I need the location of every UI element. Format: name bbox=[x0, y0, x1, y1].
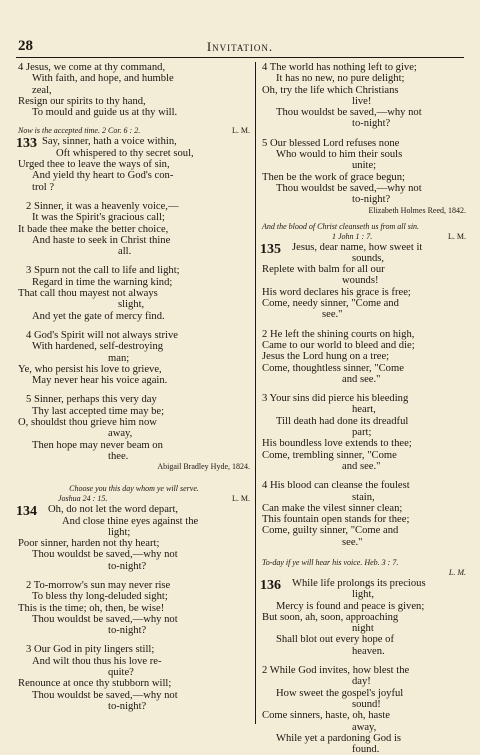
verse-line: 3 Your sins did pierce his bleeding bbox=[262, 393, 409, 405]
verse-line: thee. bbox=[108, 450, 129, 462]
verse-line: To mould and guide us at thy will. bbox=[32, 107, 178, 119]
verse-line: trol ? bbox=[32, 181, 55, 193]
verse-line: His boundless love extends to thee; bbox=[262, 438, 412, 450]
page-number: 28 bbox=[18, 38, 33, 54]
scripture-ref: To-day if ye will hear his voice. Heb. 3 : 7. bbox=[262, 557, 399, 567]
verse-line: Shall blot out every hope of bbox=[276, 634, 394, 646]
verse-line: live! bbox=[352, 95, 372, 107]
verse-line: Say, sinner, hath a voice within, bbox=[42, 136, 177, 148]
verse-line: Ye, who persist his love to grieve, bbox=[18, 363, 162, 375]
scripture-ref: And the blood of Christ cleanseth us from all sin. bbox=[262, 221, 420, 231]
verse-line: 5 Our blessed Lord refuses none bbox=[262, 137, 400, 149]
hymn-number: 133 bbox=[16, 136, 37, 152]
hymn-number: 136 bbox=[260, 577, 281, 593]
verse-line: Replete with balm for all our bbox=[262, 264, 385, 276]
verse-line: see." bbox=[322, 309, 343, 321]
verse-line: And yet the gate of mercy find. bbox=[32, 310, 165, 322]
verse-line: to-night? bbox=[108, 625, 147, 637]
left-column bbox=[18, 62, 250, 712]
verse-line: 5 Sinner, perhaps this very day bbox=[26, 394, 157, 406]
verse-line: unite; bbox=[352, 160, 377, 172]
verse-line: Renounce at once thy stubborn will; bbox=[18, 678, 172, 690]
verse-line: slight, bbox=[118, 299, 145, 311]
verse-line: Come, thoughtless sinner, "Come bbox=[262, 362, 404, 374]
verse-line: That call thou mayest not always bbox=[18, 288, 158, 300]
verse bbox=[262, 138, 466, 216]
verse-line: 4 The world has nothing left to give; bbox=[262, 62, 417, 73]
verse-line: man; bbox=[108, 352, 130, 364]
verse-line: 4 His blood can cleanse the foulest bbox=[262, 480, 410, 492]
verse-line: 2 While God invites, how blest the bbox=[262, 665, 410, 677]
verse-line: Mercy is found and peace is given; bbox=[276, 600, 425, 612]
meter: L. M. bbox=[232, 494, 250, 504]
header-rule bbox=[16, 57, 464, 58]
verse bbox=[262, 62, 466, 130]
hymn-133 bbox=[18, 136, 250, 472]
hymn-number: 134 bbox=[16, 504, 37, 520]
verse-line: to-night? bbox=[108, 700, 147, 712]
verse-line: Thy last accepted time may be; bbox=[32, 405, 165, 417]
verse-line: and see." bbox=[342, 373, 381, 385]
verse-line: Can make the vilest sinner clean; bbox=[262, 502, 403, 514]
verse-line: But soon, ah, soon, approaching bbox=[262, 611, 399, 623]
verse-line: away, bbox=[352, 721, 377, 733]
meter: L. M. bbox=[448, 231, 466, 241]
hymn-134 bbox=[18, 504, 250, 712]
verse-line: 3 Spurn not the call to life and light; bbox=[26, 265, 180, 277]
verse-line: sound! bbox=[352, 698, 381, 710]
verse-line: Resign our spirits to thy hand, bbox=[18, 95, 146, 107]
meter: L. M. bbox=[232, 126, 250, 136]
verse-line: 2 Sinner, it was a heavenly voice,— bbox=[26, 200, 179, 212]
verse-line: Regard in time the warning kind; bbox=[32, 276, 173, 288]
verse-line: heaven. bbox=[352, 645, 385, 657]
hymn-author: Elizabeth Holmes Reed, 1842. bbox=[368, 205, 466, 215]
verse-line: Oh, do not let the word depart, bbox=[48, 504, 179, 516]
scripture-ref: 1 John 1 : 7. bbox=[332, 231, 373, 241]
verse bbox=[18, 62, 250, 118]
meter: L. M. bbox=[448, 567, 466, 577]
verse-line: His word declares his grace is free; bbox=[262, 286, 411, 298]
verse-line: How sweet the gospel's joyful bbox=[276, 687, 404, 699]
verse-line: And close thine eyes against the bbox=[62, 515, 199, 527]
verse-line: light; bbox=[108, 526, 131, 538]
verse-line: Thou wouldst be saved,—why not bbox=[276, 182, 422, 194]
verse-line: Who would to him their souls bbox=[276, 149, 403, 161]
verse-line: Thou wouldst be saved,—why not bbox=[32, 549, 178, 561]
verse-line: night bbox=[352, 623, 374, 635]
verse-line: Oft whispered to thy secret soul, bbox=[56, 147, 194, 159]
verse-line: Come sinners, haste, oh, haste bbox=[262, 710, 390, 722]
verse-line: Thou wouldst be saved,—why not bbox=[32, 613, 178, 625]
verse-line: see." bbox=[342, 536, 363, 548]
verse-line: And wilt thou thus his love re- bbox=[32, 655, 162, 667]
verse-line: 2 He left the shining courts on high, bbox=[262, 328, 415, 340]
verse-line: light, bbox=[352, 589, 375, 601]
verse-line: Come, trembling sinner, "Come bbox=[262, 449, 397, 461]
verse-line: It has no new, no pure delight; bbox=[276, 73, 405, 85]
verse-line: wounds! bbox=[342, 275, 379, 287]
verse-line: Poor sinner, harden not thy heart; bbox=[18, 538, 160, 550]
verse-line: Come, needy sinner, "Come and bbox=[262, 298, 399, 310]
verse-line: May never hear his voice again. bbox=[32, 375, 168, 387]
verse-line: day! bbox=[352, 676, 371, 688]
scripture-ref: Now is the accepted time. 2 Cor. 6 : 2. bbox=[18, 126, 141, 136]
verse-line: Thou wouldst be saved,—why not bbox=[32, 689, 178, 701]
verse-line: found. bbox=[352, 744, 380, 755]
verse-line: It was the Spirit's gracious call; bbox=[32, 212, 165, 224]
verse-line: Urged thee to leave the ways of sin, bbox=[18, 159, 170, 171]
verse-line: zeal, bbox=[32, 84, 52, 96]
verse-line: And haste to seek in Christ thine bbox=[32, 234, 171, 246]
verse-line: Then hope may never beam on bbox=[32, 439, 163, 451]
verse-line: and see." bbox=[342, 460, 381, 472]
verse-line: While yet a pardoning God is bbox=[276, 732, 402, 744]
verse-line: O, shouldst thou grieve him now bbox=[18, 417, 157, 429]
page-title: Invitation. bbox=[206, 39, 274, 54]
verse-line: 4 God's Spirit will not always strive bbox=[26, 329, 178, 341]
verse-line: part; bbox=[352, 427, 372, 439]
hymn-heading bbox=[18, 126, 250, 136]
verse-line: 4 Jesus, we come at thy command, bbox=[18, 62, 166, 73]
verse-line: Oh, try the life which Christians bbox=[262, 84, 399, 96]
verse-line: Thou wouldst be saved,—why not bbox=[276, 107, 422, 119]
verse-line: sounds, bbox=[352, 252, 385, 264]
verse-line: to-night? bbox=[352, 118, 391, 130]
verse-line: Come, guilty sinner, "Come and bbox=[262, 525, 399, 537]
verse-line: With faith, and hope, and humble bbox=[32, 73, 174, 85]
hymn-number: 135 bbox=[260, 241, 281, 257]
verse-line: Came to our world to bleed and die; bbox=[262, 339, 415, 351]
verse-line: to-night? bbox=[352, 194, 391, 206]
verse-line: This fountain open stands for thee; bbox=[262, 514, 410, 526]
verse-line: stain, bbox=[352, 491, 375, 503]
verse-line: To bless thy long-deluded sight; bbox=[32, 591, 168, 603]
hymn-author: Abigail Bradley Hyde, 1824. bbox=[157, 462, 250, 472]
scripture-ref: Choose you this day whom ye will serve. bbox=[69, 484, 199, 494]
hymn-136 bbox=[262, 578, 466, 755]
verse-line: It bade thee make the better choice, bbox=[18, 223, 169, 235]
scripture-ref: Joshua 24 : 15. bbox=[58, 494, 108, 504]
verse-line: And yield thy heart to God's con- bbox=[32, 170, 174, 182]
column-divider bbox=[255, 62, 256, 724]
verse-line: quite? bbox=[108, 667, 134, 679]
verse-line: heart, bbox=[352, 404, 376, 416]
verse-line: away, bbox=[108, 428, 133, 440]
verse-line: With hardened, self-destroying bbox=[32, 341, 164, 353]
verse-line: Jesus, dear name, how sweet it bbox=[292, 241, 423, 253]
verse-line: all. bbox=[118, 246, 132, 258]
verse-line: This is the time; oh, then, be wise! bbox=[18, 602, 165, 614]
verse-line: 2 To-morrow's sun may never rise bbox=[26, 579, 171, 591]
verse-line: While life prolongs its precious bbox=[292, 577, 426, 589]
verse-line: Then be the work of grace begun; bbox=[262, 171, 405, 183]
hymn-135 bbox=[262, 242, 466, 548]
right-column bbox=[262, 62, 466, 755]
verse-line: 3 Our God in pity lingers still; bbox=[26, 644, 155, 656]
verse-line: to-night? bbox=[108, 560, 147, 572]
verse-line: Till death had done its dreadful bbox=[276, 415, 409, 427]
verse-line: Jesus the Lord hung on a tree; bbox=[262, 351, 390, 363]
